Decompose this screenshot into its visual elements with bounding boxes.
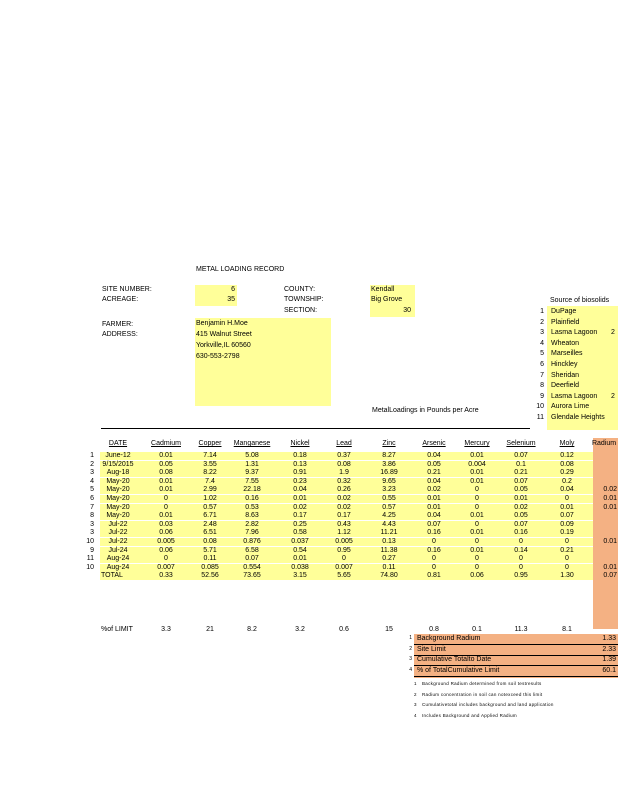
column-header: Moly <box>559 440 575 447</box>
row-source-number: 6 <box>90 495 94 502</box>
source-number: 5 <box>540 350 544 358</box>
note-number: 1 <box>414 681 417 686</box>
table-cell: 3.86 <box>382 460 396 468</box>
table-cell: 0.02 <box>337 503 351 511</box>
farmer-name: Benjamin H.Moe <box>196 320 248 327</box>
farmer-label: FARMER: <box>102 321 134 328</box>
table-cell: 0.02 <box>293 503 307 511</box>
source-number: 9 <box>540 392 544 400</box>
table-cell: 0.05 <box>159 460 173 468</box>
table-cell: 7.4 <box>205 477 215 485</box>
address-line2: Yorkville,IL 60560 <box>196 342 251 349</box>
table-cell: 1.9 <box>339 469 349 477</box>
table-cell: 0.01 <box>159 477 173 485</box>
summary-label: Background Radium <box>417 635 481 642</box>
table-cell: 3.55 <box>203 460 217 468</box>
table-cell: 0.004 <box>468 460 486 468</box>
table-cell: 6.58 <box>245 546 259 554</box>
row-source-number: 3 <box>90 520 94 528</box>
date-cell: 9/15/2015 <box>102 460 134 468</box>
table-cell: 0.1 <box>516 460 526 468</box>
sources-header: Source of biosolids <box>550 297 610 304</box>
table-cell: 0.2 <box>562 477 572 485</box>
total-cell: 0.81 <box>427 572 441 580</box>
table-cell: 8.63 <box>245 512 259 520</box>
limit-cell: 11.3 <box>514 626 528 633</box>
table-cell: 0.01 <box>470 469 484 477</box>
radium-cell: 0.01 <box>603 538 617 545</box>
table-cell: 0.37 <box>337 452 351 459</box>
table-cell: 0.11 <box>382 563 396 571</box>
divider <box>101 428 530 429</box>
table-cell: 4.43 <box>382 520 396 528</box>
table-cell: 0.07 <box>560 512 574 520</box>
total-cell: 0.95 <box>514 572 528 580</box>
table-cell: 0.01 <box>159 512 173 520</box>
limit-cell: 8.2 <box>247 626 257 633</box>
table-cell: 6.51 <box>203 529 217 537</box>
row-source-number: 3 <box>90 529 94 537</box>
source-name: Plainfield <box>551 318 580 326</box>
table-cell: 0.43 <box>337 520 351 528</box>
table-cell: 0.01 <box>427 503 441 511</box>
column-header: Manganese <box>233 440 271 447</box>
table-cell: 0 <box>342 555 346 563</box>
table-cell: 0 <box>164 503 168 511</box>
table-cell: 0 <box>432 538 436 545</box>
table-cell: 0.876 <box>243 538 261 545</box>
table-cell: 0.005 <box>157 538 175 545</box>
note-number: 3 <box>414 702 417 707</box>
table-cell: 0 <box>565 495 569 502</box>
table-cell: 0.04 <box>427 477 441 485</box>
table-cell: 0.05 <box>514 486 528 494</box>
township-value: Big Grove <box>371 296 403 303</box>
row-source-number: 8 <box>90 512 94 520</box>
total-cell: 5.65 <box>337 572 351 580</box>
column-header: Radium <box>591 440 617 447</box>
table-cell: 0.038 <box>291 563 309 571</box>
page-title: METAL LOADING RECORD <box>196 266 285 273</box>
table-cell: 16.89 <box>380 469 398 477</box>
column-header: DATE <box>108 440 128 447</box>
metal-loadings-label: MetalLoadings in Pounds per Acre <box>372 407 479 414</box>
table-cell: 0.95 <box>337 546 351 554</box>
table-cell: 8.27 <box>382 452 396 459</box>
date-cell: June-12 <box>105 452 131 459</box>
table-cell: 0.23 <box>293 477 307 485</box>
summary-value: 1.33 <box>602 635 616 642</box>
table-cell: 0.12 <box>560 452 574 459</box>
table-cell: 0.01 <box>159 486 173 494</box>
date-cell: May-20 <box>106 503 130 511</box>
address-label: ADDRESS: <box>102 331 138 338</box>
table-cell: 0 <box>475 538 479 545</box>
date-cell: Aug-18 <box>106 469 130 477</box>
radium-cell: 0.01 <box>603 495 617 502</box>
source-name: Deerfield <box>551 382 580 390</box>
table-cell: 0.26 <box>337 486 351 494</box>
limit-cell: 3.3 <box>161 626 171 633</box>
table-cell: 0.07 <box>245 555 259 563</box>
table-cell: 0 <box>475 520 479 528</box>
row-source-number: 1 <box>90 452 94 459</box>
source-name: Glendale Heights <box>551 414 605 421</box>
date-cell: May-20 <box>106 512 130 520</box>
table-cell: 0.04 <box>427 452 441 459</box>
table-cell: 0.07 <box>514 477 528 485</box>
table-cell: 0.13 <box>293 460 307 468</box>
table-cell: 0.02 <box>337 495 351 502</box>
table-cell: 0 <box>565 563 569 571</box>
table-cell: 0.07 <box>514 520 528 528</box>
table-cell: 11.38 <box>380 546 398 554</box>
column-header: Lead <box>336 440 352 447</box>
table-cell: 0.007 <box>157 563 175 571</box>
table-cell: 0.21 <box>560 546 574 554</box>
source-number: 6 <box>540 361 544 368</box>
limit-label: %of LIMIT <box>101 626 133 633</box>
source-name: Lasma Lagoon <box>551 329 598 337</box>
table-cell: 7.55 <box>245 477 259 485</box>
table-cell: 0.54 <box>293 546 307 554</box>
date-cell: May-20 <box>106 486 130 494</box>
total-cell: 73.65 <box>243 572 261 580</box>
row-source-number: 9 <box>90 546 94 554</box>
section-label: SECTION: <box>284 307 318 314</box>
column-header: Selenium <box>506 440 536 447</box>
table-cell: 0 <box>519 555 523 563</box>
total-cell: 0.33 <box>159 572 173 580</box>
table-cell: 0.55 <box>382 495 396 502</box>
note-text: Radium concentration in soil can notexceed this limit <box>422 691 543 697</box>
table-cell: 9.37 <box>245 469 259 477</box>
table-cell: 0.06 <box>159 529 173 537</box>
table-cell: 4.25 <box>382 512 396 520</box>
column-header: Zinc <box>382 440 396 447</box>
date-cell: May-20 <box>106 477 130 485</box>
summary-rule <box>414 676 618 677</box>
row-source-number: 10 <box>86 563 94 571</box>
note-text: Background Radium determined from soil testresults <box>422 681 542 686</box>
table-cell: 0.04 <box>560 486 574 494</box>
table-cell: 2.99 <box>203 486 217 494</box>
table-cell: 0.17 <box>293 512 307 520</box>
table-cell: 0.01 <box>159 452 173 459</box>
section-value: 30 <box>403 307 411 314</box>
table-cell: 0.08 <box>203 538 217 545</box>
table-cell: 0 <box>432 555 436 563</box>
summary-label: Site Limit <box>417 645 446 653</box>
table-cell: 0.14 <box>514 546 528 554</box>
table-cell: 0.27 <box>382 555 396 563</box>
date-cell: Jul-22 <box>108 529 128 537</box>
summary-number: 1 <box>409 635 412 641</box>
acreage-label: ACREAGE: <box>102 296 139 303</box>
table-cell: 0.037 <box>291 538 309 545</box>
source-name: Lasma Lagoon <box>551 392 598 400</box>
limit-cell: 0.6 <box>339 626 349 633</box>
table-cell: 0.07 <box>427 520 441 528</box>
source-extra: 2 <box>611 392 615 400</box>
table-cell: 0.01 <box>470 529 484 537</box>
row-source-number: 4 <box>90 477 94 485</box>
table-cell: 0.07 <box>514 452 528 459</box>
table-cell: 2.82 <box>245 520 259 528</box>
date-cell: Aug-24 <box>106 563 130 571</box>
date-cell: May-20 <box>106 495 130 502</box>
table-cell: 1.02 <box>203 495 217 502</box>
table-cell: 0.09 <box>560 520 574 528</box>
table-cell: 1.12 <box>337 529 351 537</box>
summary-value: 2.33 <box>602 645 616 653</box>
table-cell: 0.04 <box>427 512 441 520</box>
summary-label: Cumulative Totalto Date <box>417 656 492 663</box>
radium-cell: 0.02 <box>603 486 617 494</box>
table-cell: 0.01 <box>470 477 484 485</box>
total-cell: 74.80 <box>380 572 398 580</box>
table-cell: 0 <box>475 503 479 511</box>
table-cell: 0.21 <box>427 469 441 477</box>
limit-cell: 21 <box>206 626 214 633</box>
table-cell: 0.01 <box>560 503 574 511</box>
table-cell: 0.57 <box>382 503 396 511</box>
source-name: DuPage <box>551 308 577 315</box>
table-cell: 0.06 <box>159 546 173 554</box>
source-number: 3 <box>540 329 544 337</box>
table-cell: 0.02 <box>427 486 441 494</box>
summary-value: 60.1 <box>602 666 616 674</box>
table-cell: 0.19 <box>560 529 574 537</box>
row-source-number: 7 <box>90 503 94 511</box>
table-cell: 2.48 <box>203 520 217 528</box>
column-header: Arsenic <box>422 440 446 447</box>
table-cell: 0 <box>565 555 569 563</box>
table-cell: 8.22 <box>203 469 217 477</box>
table-cell: 0.16 <box>514 529 528 537</box>
table-cell: 0.08 <box>159 469 173 477</box>
date-cell: Jul-22 <box>108 520 128 528</box>
table-cell: 0.005 <box>335 538 353 545</box>
total-cell: 52.56 <box>201 572 219 580</box>
column-header: Cadmium <box>151 440 181 447</box>
table-cell: 9.65 <box>382 477 396 485</box>
radium-cell: 0.01 <box>603 563 617 571</box>
total-radium: 0.07 <box>603 572 617 580</box>
source-number: 10 <box>536 403 544 411</box>
acreage-value: 35 <box>227 296 235 303</box>
summary-number: 2 <box>409 645 412 652</box>
source-number: 4 <box>540 339 544 347</box>
table-cell: 0.554 <box>243 563 261 571</box>
table-cell: 0.53 <box>245 503 259 511</box>
table-cell: 0.13 <box>382 538 396 545</box>
table-cell: 22.18 <box>243 486 261 494</box>
table-cell: 7.96 <box>245 529 259 537</box>
table-cell: 0.21 <box>514 469 528 477</box>
source-number: 1 <box>540 308 544 315</box>
radium-column-bg <box>593 438 618 629</box>
limit-cell: 8.1 <box>562 626 572 633</box>
table-cell: 0.05 <box>514 512 528 520</box>
total-cell: 3.15 <box>293 572 307 580</box>
column-header: Mercury <box>464 440 490 447</box>
summary-number: 3 <box>409 656 412 662</box>
table-cell: 7.14 <box>203 452 217 459</box>
summary-number: 4 <box>409 666 412 673</box>
limit-cell: 0.1 <box>472 626 482 633</box>
table-cell: 0 <box>164 495 168 502</box>
source-name: Wheaton <box>551 339 580 347</box>
table-cell: 0.01 <box>293 495 307 502</box>
table-cell: 0.17 <box>337 512 351 520</box>
table-cell: 0 <box>475 495 479 502</box>
note-text: Cumulativetotal includes background and land application <box>422 702 554 707</box>
table-cell: 0.08 <box>560 460 574 468</box>
table-cell: 0 <box>519 538 523 545</box>
row-source-number: 11 <box>86 555 94 563</box>
source-extra: 2 <box>611 329 615 337</box>
source-number: 2 <box>540 318 544 326</box>
table-cell: 5.71 <box>203 546 217 554</box>
table-cell: 0 <box>475 555 479 563</box>
table-cell: 0.08 <box>337 460 351 468</box>
table-cell: 0.58 <box>293 529 307 537</box>
county-value: Kendall <box>371 286 395 293</box>
table-cell: 0.01 <box>470 546 484 554</box>
table-cell: 0.03 <box>159 520 173 528</box>
table-cell: 11.21 <box>380 529 398 537</box>
total-label: TOTAL <box>101 572 123 580</box>
table-cell: 0 <box>164 555 168 563</box>
table-cell: 0.32 <box>337 477 351 485</box>
summary-value: 1.39 <box>602 656 616 663</box>
table-cell: 5.08 <box>245 452 259 459</box>
note-number: 2 <box>414 691 417 697</box>
source-name: Hinckley <box>551 361 578 368</box>
table-cell: 0.01 <box>293 555 307 563</box>
table-cell: 0.16 <box>427 529 441 537</box>
table-cell: 0.18 <box>293 452 307 459</box>
source-number: 8 <box>540 382 544 390</box>
total-cell: 0.06 <box>470 572 484 580</box>
site-number-value: 6 <box>231 286 235 293</box>
row-source-number: 5 <box>90 486 94 494</box>
table-cell: 0.11 <box>203 555 217 563</box>
table-cell: 0.01 <box>427 495 441 502</box>
table-cell: 0.01 <box>514 495 528 502</box>
table-cell: 0.91 <box>293 469 307 477</box>
county-label: COUNTY: <box>284 286 316 293</box>
table-cell: 0.57 <box>203 503 217 511</box>
source-number: 11 <box>536 414 544 421</box>
table-cell: 0.29 <box>560 469 574 477</box>
note-number: 4 <box>414 712 417 718</box>
table-cell: 0.25 <box>293 520 307 528</box>
limit-cell: 15 <box>385 626 393 633</box>
table-cell: 3.23 <box>382 486 396 494</box>
date-cell: Aug-24 <box>106 555 130 563</box>
table-cell: 1.31 <box>245 460 259 468</box>
total-cell: 1.30 <box>560 572 574 580</box>
table-cell: 6.71 <box>203 512 217 520</box>
date-cell: Jul-24 <box>108 546 128 554</box>
radium-cell: 0.01 <box>603 503 617 511</box>
table-cell: 0.16 <box>245 495 259 502</box>
site-number-label: SITE NUMBER: <box>102 286 152 293</box>
table-cell: 0 <box>432 563 436 571</box>
township-label: TOWNSHIP: <box>284 296 324 303</box>
date-cell: Jul-22 <box>108 538 128 545</box>
table-cell: 0.04 <box>293 486 307 494</box>
column-header: Nickel <box>290 440 310 447</box>
source-number: 7 <box>540 371 544 379</box>
column-header: Copper <box>198 440 222 447</box>
row-source-number: 2 <box>90 460 94 468</box>
source-name: Sheridan <box>551 371 580 379</box>
table-cell: 0 <box>475 486 479 494</box>
table-cell: 0.16 <box>427 546 441 554</box>
summary-label: % of TotalCumulative Limit <box>417 666 500 674</box>
table-cell: 0 <box>519 563 523 571</box>
table-cell: 0.02 <box>514 503 528 511</box>
phone-number: 630-553-2798 <box>196 353 240 360</box>
note-text: Includes Background and Applied Radium <box>422 712 517 718</box>
source-name: Marseilles <box>551 350 583 358</box>
table-cell: 0 <box>565 538 569 545</box>
source-name: Aurora Lime <box>551 403 590 411</box>
row-source-number: 10 <box>86 538 94 545</box>
row-source-number: 3 <box>90 469 94 477</box>
address-line1: 415 Walnut Street <box>196 331 252 338</box>
table-cell: 0.01 <box>470 452 484 459</box>
table-cell: 0.007 <box>335 563 353 571</box>
limit-cell: 3.2 <box>295 626 305 633</box>
limit-cell: 0.8 <box>429 626 439 633</box>
table-cell: 0.01 <box>470 512 484 520</box>
table-cell: 0.05 <box>427 460 441 468</box>
table-cell: 0.085 <box>201 563 219 571</box>
table-cell: 0 <box>475 563 479 571</box>
